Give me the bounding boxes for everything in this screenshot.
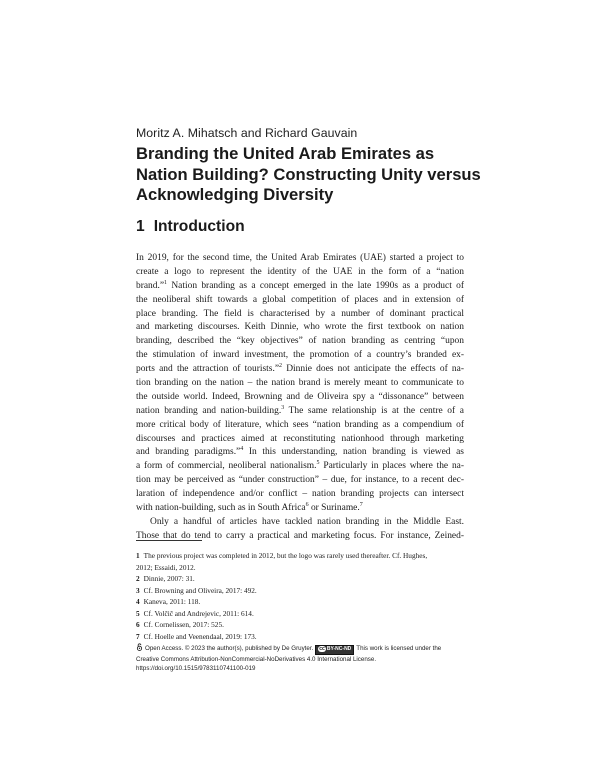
footnote: 1 The previous project was completed in 2012, but the logo was rarely used thereafter. Cf. Hughes, (136, 551, 428, 560)
license-notice (136, 643, 466, 673)
footnote-ref-1[interactable]: 1 (164, 279, 168, 286)
text-line: the stimulation of inward investment, the promotion of a country’s branded ex- (136, 350, 464, 361)
text-line: create a logo to represent the identity of the UAE in the form of a “nation (136, 266, 464, 277)
text-line: the neoliberal shift towards a global competition of places and in extension of (136, 294, 464, 305)
footnote-number: 3 (136, 585, 140, 595)
title-line: Acknowledging Diversity (136, 185, 334, 204)
footnotes (136, 550, 466, 642)
footnote: 4 Kaneva, 2011: 118. (136, 597, 201, 606)
chapter-title (136, 144, 481, 206)
text-line: In 2019, for the second time, the United Arab Emirates (UAE) started a project to (136, 253, 464, 263)
footnote-number: 5 (136, 608, 140, 618)
text-line: place branding. The field is characterised by a number of dominant practical (136, 308, 464, 319)
footnote-ref-4[interactable]: 4 (240, 446, 244, 453)
text-line: with nation-building, such as in South Africa$^6$ or Suriname.$^7$ (136, 502, 363, 514)
footnote-ref-2[interactable]: 2 (279, 363, 283, 370)
text-line: more critical body of literature, which sees “nation branding as a compendium of (136, 419, 464, 430)
text-line: and marketing discourses. Keith Dinnie, who wrote the first textbook on nation (136, 322, 464, 333)
license-line: Open Access. © 2023 the author(s), published by De Gruyter. cc BY-NC-ND This work is licensed under the (136, 643, 466, 655)
chapter-authors: Moritz A. Mihatsch and Richard Gauvain (136, 126, 358, 140)
footnote-rule (136, 540, 202, 541)
text-line: ports and the attraction of tourists.”$^2$ Dinnie does not anticipate the effects of na- (136, 363, 464, 375)
text-line: tion branding on the nation – the nation brand is merely meant to communicate to (136, 378, 464, 389)
footnote-number: 4 (136, 597, 140, 606)
license-line: Creative Commons Attribution-NonCommercial-NoDerivatives 4.0 International License. (136, 655, 377, 663)
doi-link[interactable]: https://doi.org/10.1515/9783110741100-019 (136, 664, 256, 672)
footnote-continuation: 2012; Essaidi, 2012. (136, 562, 196, 572)
body-text (136, 252, 464, 544)
footnote-number: 7 (136, 631, 140, 641)
footnote-number: 2 (136, 574, 140, 583)
section-number: 1 (136, 218, 145, 235)
cc-license-badge[interactable]: cc BY-NC-ND (315, 645, 354, 655)
text-line: laration of independence and/or conflict – nation branding projects can intersect (136, 489, 464, 500)
footnote-ref-7[interactable]: 7 (359, 502, 363, 509)
title-line: Nation Building? Constructing Unity versus (136, 164, 481, 184)
open-access-icon (136, 643, 143, 651)
footnote-number: 6 (136, 620, 140, 629)
text-line: brand.”$^1$ Nation branding as a concept emerged in the late 1990s as a product of (136, 279, 464, 291)
text-line: branding, described the “key objectives” of nation branding as centring “upon (136, 336, 464, 347)
text-line: tion may be perceived as “under construction” – due, for instance, to a recent dec- (136, 475, 464, 486)
text-line: a form of commercial, neoliberal nationalism.$^5$ Particularly in places where the na- (136, 460, 464, 472)
footnote-ref-5[interactable]: 5 (316, 460, 320, 467)
title-line: Branding the United Arab Emirates as (136, 144, 435, 163)
section-title: Introduction (153, 218, 245, 235)
footnote: 6 Cf. Cornelissen, 2017: 525. (136, 620, 224, 629)
section-heading (136, 218, 466, 236)
text-line: Those that do tend to carry a practical and marketing focus. For instance, Zeined- (136, 530, 464, 541)
footnote: 7 Cf. Hoelle and Veenendaal, 2019: 173. (136, 631, 257, 641)
text-line: Only a handful of articles have tackled nation branding in the Middle East. (150, 516, 464, 527)
footnote-ref-3[interactable]: 3 (281, 404, 285, 411)
footnote: 3 Cf. Browning and Oliveira, 2017: 492. (136, 585, 257, 595)
footnote: 5 Cf. Volčič and Andrejevic, 2011: 614. (136, 608, 254, 618)
footnote-number: 1 (136, 551, 140, 560)
footnote-ref-6[interactable]: 6 (305, 502, 309, 509)
text-line: discourses and practices aimed at reconstituting nationhood through marketing (136, 433, 464, 444)
text-line: the outside world. Indeed, Browning and de Oliveira spy a “dissonance” between (136, 391, 464, 402)
footnote: 2 Dinnie, 2007: 31. (136, 574, 195, 583)
text-line: and branding paradigms.”$^4$ In this understanding, nation branding is viewed as (136, 446, 464, 458)
text-line: nation branding and nation-building.$^3$ The same relationship is at the centre of a (136, 404, 464, 416)
